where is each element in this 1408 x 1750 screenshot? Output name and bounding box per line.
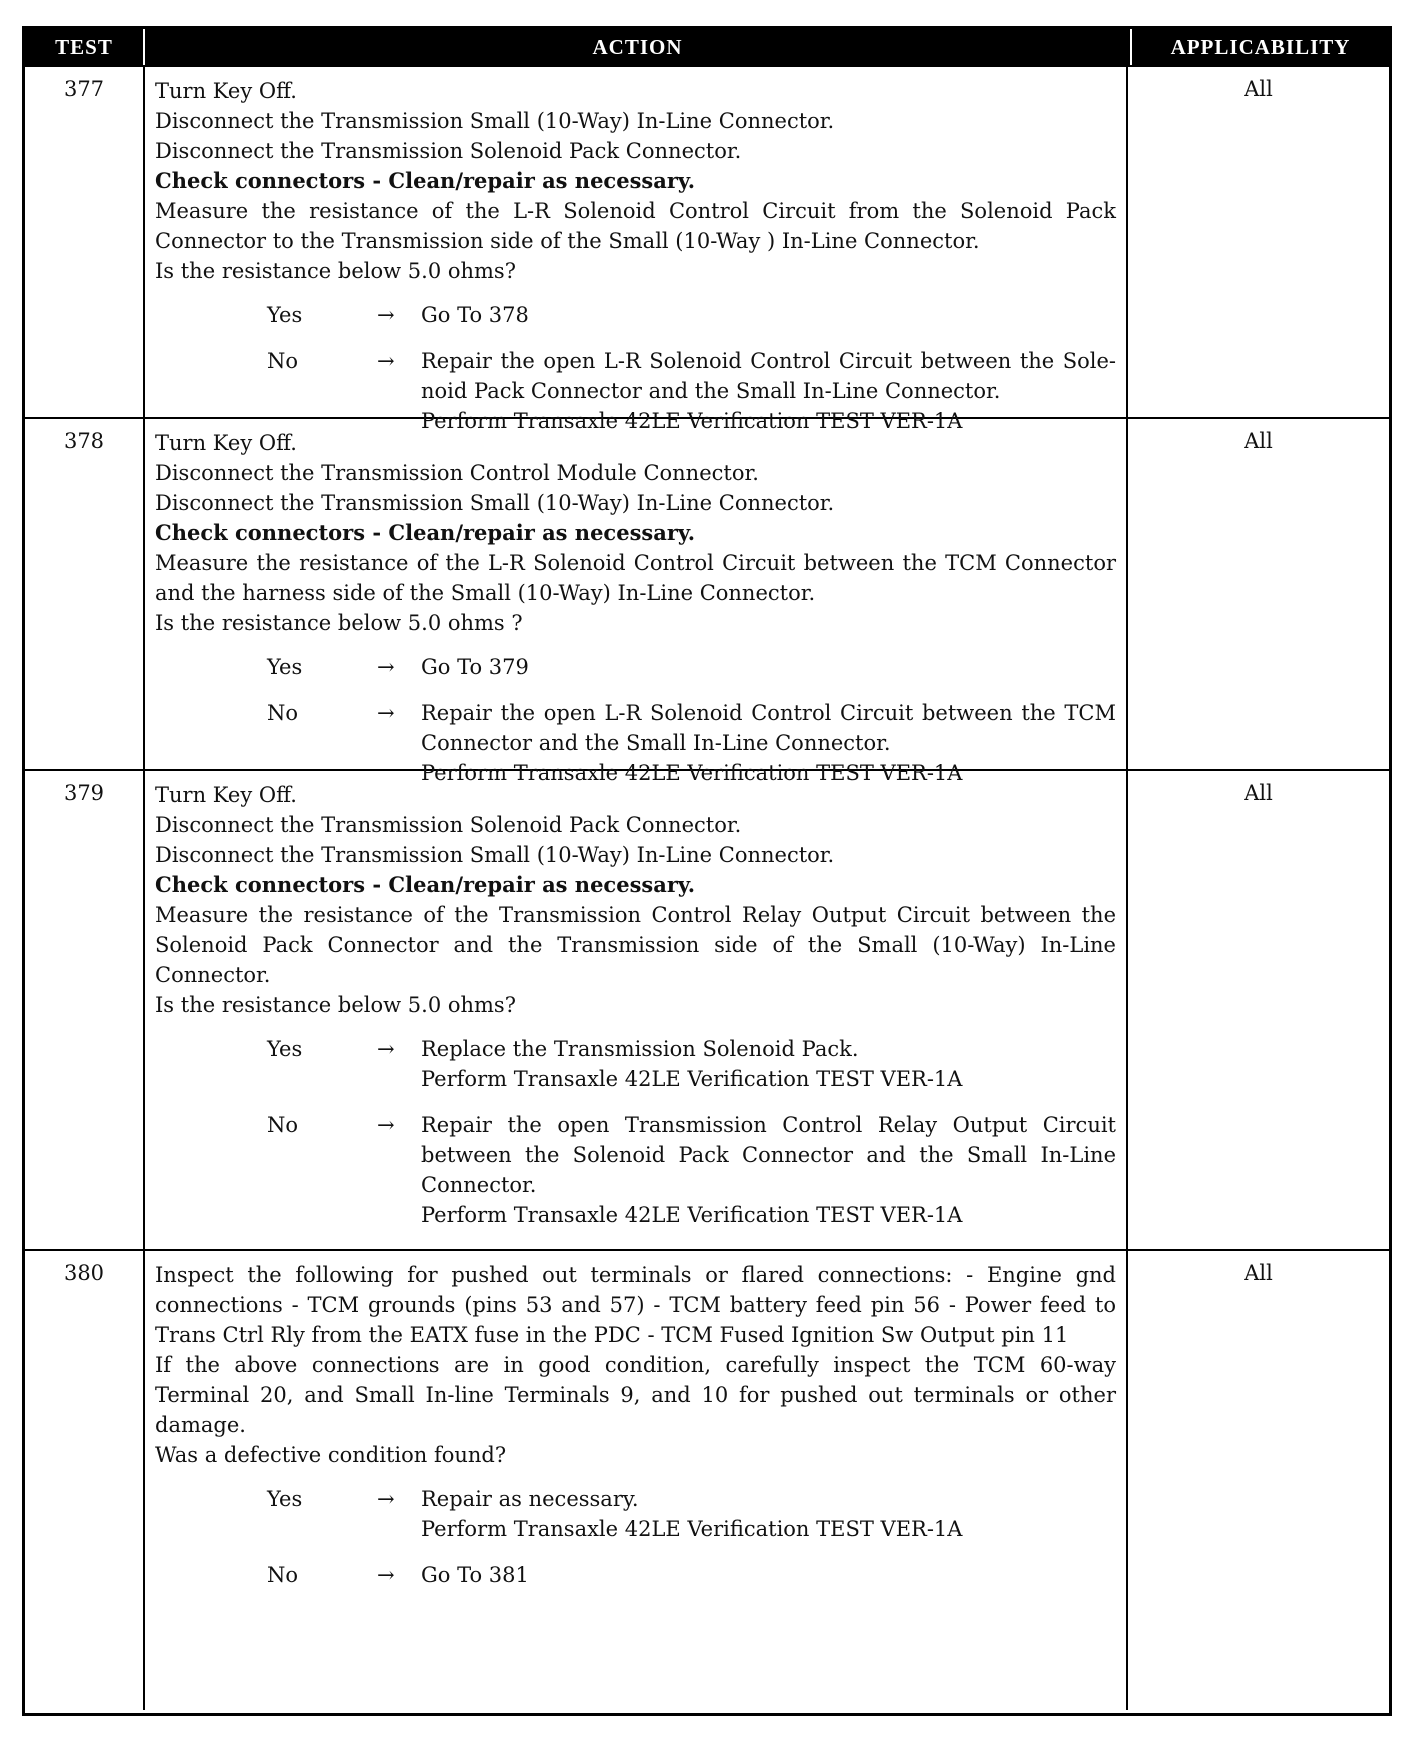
branch-label: Yes (267, 303, 303, 327)
action-line: Disconnect the Transmission Control Module Connector. (155, 461, 759, 485)
branch-line: Perform Transaxle 42LE Verification TEST VER-1A (421, 1517, 963, 1541)
branch-line: Repair the open L-R Solenoid Control Circuit between the TCM Connector and the Small In-Line Connector. (421, 701, 1116, 755)
action-line: Turn Key Off. (155, 79, 297, 103)
branch-text (421, 1484, 1116, 1544)
branch-line: Repair the open Transmission Control Relay Output Circuit between the Solenoid Pack Connector and the Small In-Line Connector. (421, 1113, 1116, 1197)
branch-text (421, 652, 1116, 682)
branch-no (155, 1110, 1116, 1230)
arrow-right-icon: → (377, 303, 395, 327)
branch-text (421, 300, 1116, 330)
branch-yes (155, 1034, 1116, 1094)
branch-text (421, 1560, 1116, 1590)
arrow-right-icon: → (377, 1563, 395, 1587)
header-action: ACTION (143, 29, 1132, 65)
branch-line: Perform Transaxle 42LE Verification TEST VER-1A (421, 1067, 963, 1091)
table-row (25, 1249, 1389, 1710)
branch-line: Repair as necessary. (421, 1487, 639, 1511)
branch-label: No (267, 349, 299, 373)
action-line: Disconnect the Transmission Small (10-Way) In-Line Connector. (155, 491, 835, 515)
table-row (25, 769, 1389, 1249)
action-cell (143, 1251, 1128, 1710)
branch-line: Perform Transaxle 42LE Verification TEST VER-1A (421, 761, 963, 785)
arrow-right-icon: → (377, 1487, 395, 1511)
table-row (25, 65, 1389, 433)
applicability-cell: All (1244, 781, 1273, 805)
branch-label: No (267, 701, 299, 725)
action-line: Turn Key Off. (155, 431, 297, 455)
branch-line: Replace the Transmission Solenoid Pack. (421, 1037, 859, 1061)
branch-text (421, 1110, 1116, 1230)
action-line: Disconnect the Transmission Small (10-Way) In-Line Connector. (155, 109, 835, 133)
branch-label: Yes (267, 1037, 303, 1061)
action-line-bold: Check connectors - Clean/repair as necessary. (155, 872, 696, 897)
header-applicability: APPLICABILITY (1170, 34, 1351, 59)
table-header (25, 29, 1389, 65)
branch-no (155, 1560, 1116, 1590)
header-test: TEST (55, 34, 113, 59)
branch-line: Repair the open L-R Solenoid Control Circuit between the Sole- noid Pack Connector and the Small In-Line Connector. (421, 349, 1116, 403)
action-cell (143, 419, 1128, 785)
action-line: Inspect the following for pushed out terminals or flared connections: - Engine gnd connections - TCM grounds (pins 53 and 57) - TCM battery feed pin 56 - Power feed to Trans Ctrl Rly from the EATX fuse in the PDC - TCM Fused Ignition Sw Output pin 11 (155, 1263, 1116, 1347)
action-line: Measure the resistance of the Transmission Control Relay Output Circuit between the Solenoid Pack Connector and the Transmission side of the Small (10-Way) In-Line Connector. (155, 903, 1116, 987)
diagnostic-table (22, 26, 1392, 1716)
branch-line: Go To 378 (421, 303, 529, 327)
branch-line: Perform Transaxle 42LE Verification TEST VER-1A (421, 409, 963, 433)
action-line: Is the resistance below 5.0 ohms? (155, 993, 516, 1017)
test-number: 379 (63, 781, 105, 805)
table-row (25, 417, 1389, 785)
test-number: 377 (63, 77, 105, 101)
action-line-bold: Check connectors - Clean/repair as necessary. (155, 520, 696, 545)
branch-text (421, 1034, 1116, 1094)
applicability-cell: All (1244, 429, 1273, 453)
action-line: Is the resistance below 5.0 ohms ? (155, 611, 523, 635)
action-line: Turn Key Off. (155, 783, 297, 807)
arrow-right-icon: → (377, 1113, 395, 1137)
arrow-right-icon: → (377, 655, 395, 679)
action-line: Was a defective condition found? (155, 1443, 507, 1467)
branch-line: Go To 381 (421, 1563, 529, 1587)
branch-yes (155, 1484, 1116, 1544)
applicability-cell: All (1244, 77, 1273, 101)
branch-yes (155, 652, 1116, 682)
arrow-right-icon: → (377, 1037, 395, 1061)
branch-line: Go To 379 (421, 655, 529, 679)
action-line: Disconnect the Transmission Small (10-Way) In-Line Connector. (155, 843, 835, 867)
action-line-bold: Check connectors - Clean/repair as necessary. (155, 168, 696, 193)
action-line: Disconnect the Transmission Solenoid Pack Connector. (155, 139, 742, 163)
arrow-right-icon: → (377, 349, 395, 373)
arrow-right-icon: → (377, 701, 395, 725)
test-number: 378 (63, 429, 105, 453)
test-number: 380 (63, 1261, 105, 1285)
branch-line: Perform Transaxle 42LE Verification TEST VER-1A (421, 1203, 963, 1227)
branch-yes (155, 300, 1116, 330)
action-cell (143, 771, 1128, 1249)
action-line: Is the resistance below 5.0 ohms? (155, 259, 516, 283)
applicability-cell: All (1244, 1261, 1273, 1285)
branch-label: No (267, 1563, 299, 1587)
branch-label: No (267, 1113, 299, 1137)
branch-label: Yes (267, 655, 303, 679)
action-line: Measure the resistance of the L-R Solenoid Control Circuit from the Solenoid Pack Connector to the Transmission side of the Small (10-Way ) In-Line Connector. (155, 199, 1116, 253)
action-line: Disconnect the Transmission Solenoid Pack Connector. (155, 813, 742, 837)
action-cell (143, 67, 1128, 433)
action-line: If the above connections are in good condition, carefully inspect the TCM 60-way Terminal 20, and Small In-line Terminals 9, and 10 for pushed out terminals or other damage. (155, 1353, 1116, 1437)
action-line: Measure the resistance of the L-R Solenoid Control Circuit between the TCM Connector and the harness side of the Small (10-Way) In-Line Connector. (155, 551, 1116, 605)
branch-label: Yes (267, 1487, 303, 1511)
